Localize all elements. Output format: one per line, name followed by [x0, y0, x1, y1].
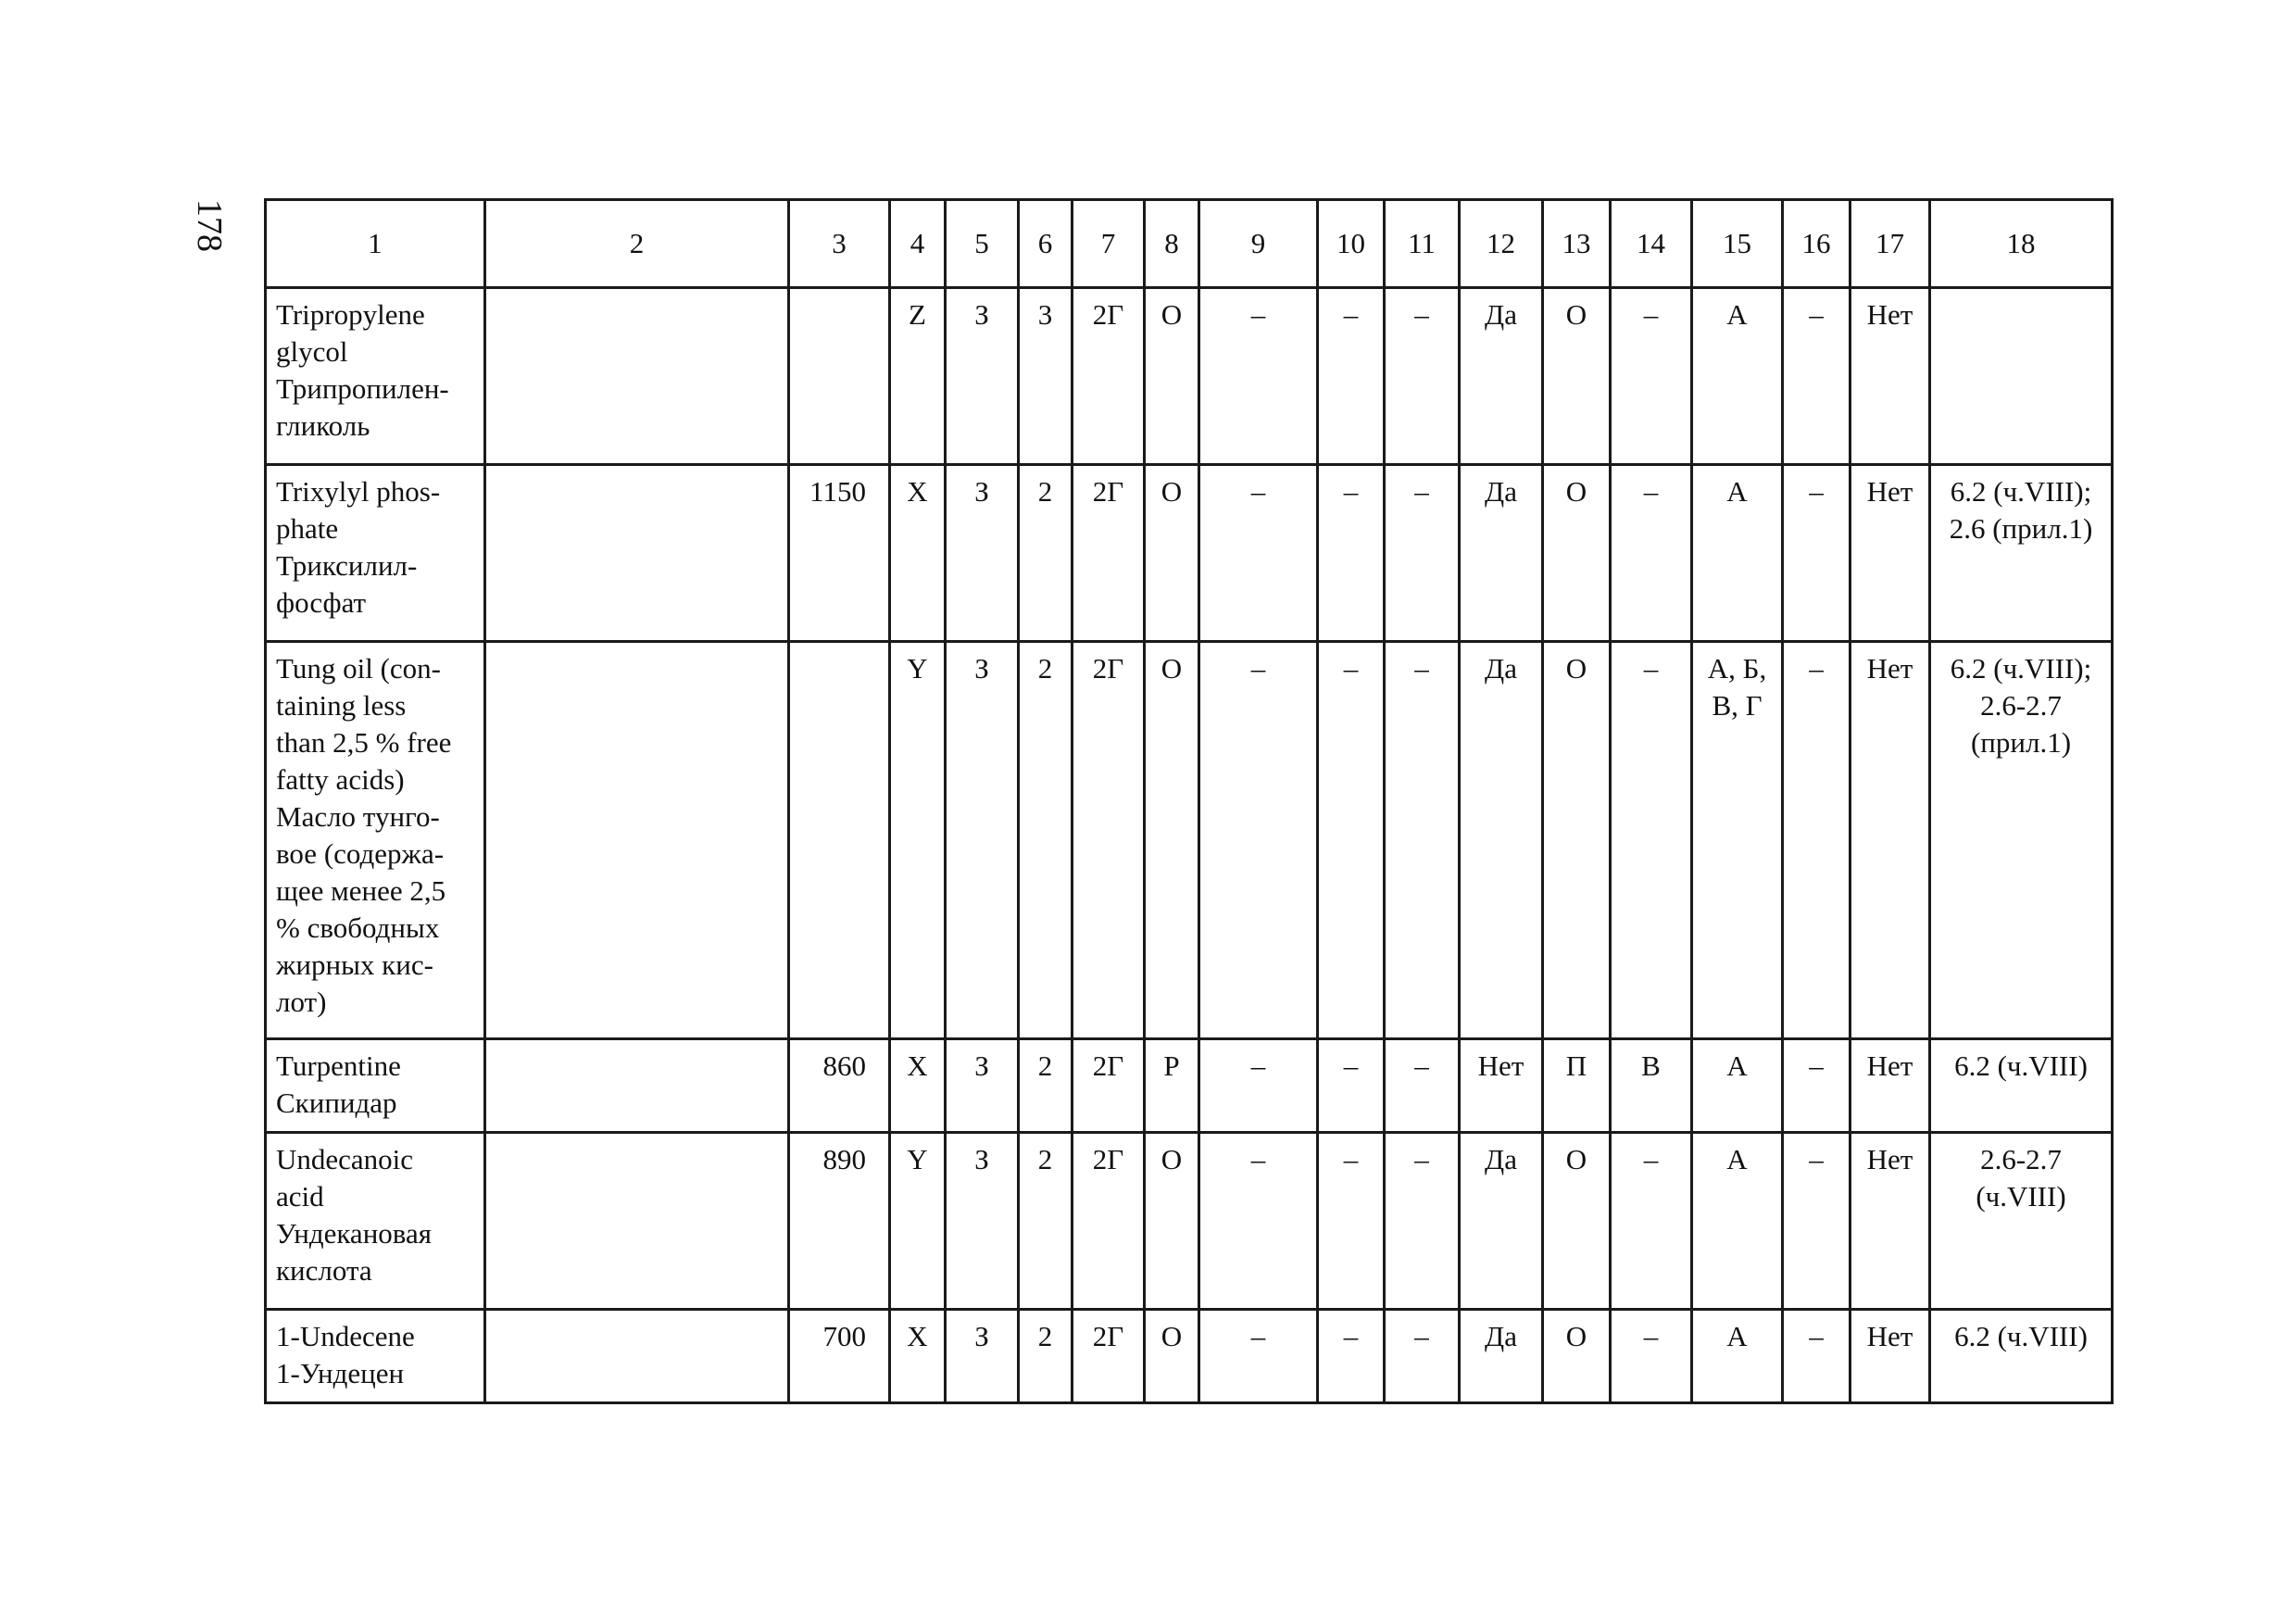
cell-col-7: 2Г [1073, 1310, 1145, 1403]
cell-col-14: – [1611, 465, 1692, 642]
product-name-line: вое (содержа- [276, 837, 445, 870]
cell-col-9: – [1199, 1039, 1318, 1133]
product-name-cell [266, 1310, 485, 1403]
product-name-line: fatty acids) [276, 763, 405, 796]
cell-col-3: 700 [789, 1310, 890, 1403]
cell-col-3: 860 [789, 1039, 890, 1133]
column-header: 16 [1783, 200, 1851, 288]
cell-col-16: – [1783, 642, 1851, 1039]
cell-col-13: О [1543, 1133, 1611, 1310]
product-name-line: 1-Ундецен [276, 1357, 405, 1389]
cell-col-17: Нет [1851, 642, 1930, 1039]
cell-col-9: – [1199, 288, 1318, 465]
cell-col-3 [789, 642, 890, 1039]
product-name-line: Скипидар [276, 1087, 397, 1119]
cell-col-6: 2 [1019, 642, 1073, 1039]
column-header: 5 [946, 200, 1019, 288]
cell-col-18-line: 2.6-2.7 [1980, 1143, 2062, 1175]
cell-col-8: О [1145, 465, 1199, 642]
cell-col-18 [1930, 1310, 2113, 1403]
product-name-line: гликоль [276, 409, 370, 442]
column-header: 9 [1199, 200, 1318, 288]
cell-col-15-line: А, Б, [1707, 652, 1767, 685]
column-header: 11 [1385, 200, 1460, 288]
cell-col-7: 2Г [1073, 1039, 1145, 1133]
cell-col-12: Да [1460, 465, 1543, 642]
product-name-cell [266, 1133, 485, 1310]
cell-col-15-line: А [1726, 298, 1748, 331]
cell-col-6: 2 [1019, 1039, 1073, 1133]
product-name-line: Undecanoic [276, 1143, 414, 1175]
cell-col-14: – [1611, 642, 1692, 1039]
cell-col-4: X [890, 1039, 946, 1133]
cell-col-15 [1692, 642, 1783, 1039]
cell-col-13: О [1543, 642, 1611, 1039]
cell-col-18 [1930, 642, 2113, 1039]
cell-col-9: – [1199, 465, 1318, 642]
column-header: 10 [1318, 200, 1385, 288]
cell-col-13: О [1543, 465, 1611, 642]
cell-col-18-line: 6.2 (ч.VIII) [1954, 1049, 2088, 1082]
column-header: 3 [789, 200, 890, 288]
cell-col-4: X [890, 465, 946, 642]
column-header: 2 [485, 200, 789, 288]
data-table [264, 198, 2114, 1404]
cell-col-7: 2Г [1073, 288, 1145, 465]
column-header: 4 [890, 200, 946, 288]
product-name-line: Tripropylene [276, 298, 425, 331]
cell-col-2 [485, 1133, 789, 1310]
cell-col-16: – [1783, 1133, 1851, 1310]
cell-col-2 [485, 288, 789, 465]
cell-col-10: – [1318, 1039, 1385, 1133]
cell-col-2 [485, 1039, 789, 1133]
product-name-line: фосфат [276, 586, 367, 619]
table-row [266, 465, 2113, 642]
cell-col-14: В [1611, 1039, 1692, 1133]
cell-col-3: 1150 [789, 465, 890, 642]
table-row [266, 1039, 2113, 1133]
product-name-line: phate [276, 512, 339, 545]
cell-col-13: П [1543, 1039, 1611, 1133]
cell-col-15-line: В, Г [1712, 689, 1763, 722]
cell-col-16: – [1783, 465, 1851, 642]
cell-col-12: Да [1460, 642, 1543, 1039]
product-name-line: % свободных [276, 911, 440, 944]
cell-col-11: – [1385, 642, 1460, 1039]
column-header: 7 [1073, 200, 1145, 288]
cell-col-16: – [1783, 1310, 1851, 1403]
cell-col-6: 2 [1019, 1133, 1073, 1310]
cell-col-10: – [1318, 642, 1385, 1039]
product-name-line: лот) [276, 986, 327, 1018]
cell-col-13: О [1543, 288, 1611, 465]
product-name-line: Триксилил- [276, 549, 418, 582]
cell-col-7: 2Г [1073, 642, 1145, 1039]
product-name-line: glycol [276, 335, 348, 368]
cell-col-15 [1692, 465, 1783, 642]
product-name-line: 1-Undecene [276, 1320, 415, 1352]
cell-col-15 [1692, 1133, 1783, 1310]
product-name-cell [266, 465, 485, 642]
cell-col-17: Нет [1851, 1133, 1930, 1310]
cell-col-3: 890 [789, 1133, 890, 1310]
product-name-cell [266, 288, 485, 465]
cell-col-13: О [1543, 1310, 1611, 1403]
cell-col-17: Нет [1851, 1039, 1930, 1133]
product-name-line: than 2,5 % free [276, 726, 452, 759]
cell-col-15-line: А [1726, 1143, 1748, 1175]
cell-col-18-line: 6.2 (ч.VIII); [1950, 652, 2092, 685]
cell-col-15 [1692, 288, 1783, 465]
cell-col-11: – [1385, 465, 1460, 642]
cell-col-10: – [1318, 1133, 1385, 1310]
cell-col-8: О [1145, 1310, 1199, 1403]
cell-col-9: – [1199, 1310, 1318, 1403]
product-name-line: Ундекановая [276, 1217, 433, 1250]
product-name-line: кислота [276, 1254, 372, 1287]
table-row [266, 1310, 2113, 1403]
cell-col-5: З [946, 642, 1019, 1039]
column-header: 14 [1611, 200, 1692, 288]
cell-col-14: – [1611, 1310, 1692, 1403]
table-row [266, 642, 2113, 1039]
column-header: 18 [1930, 200, 2113, 288]
cell-col-14: – [1611, 288, 1692, 465]
cell-col-12: Да [1460, 288, 1543, 465]
product-name-line: Трипропилен- [276, 372, 449, 405]
product-name-cell [266, 1039, 485, 1133]
product-name-line: Turpentine [276, 1049, 401, 1082]
cell-col-11: – [1385, 288, 1460, 465]
column-header: 15 [1692, 200, 1783, 288]
cell-col-12: Да [1460, 1310, 1543, 1403]
cell-col-18-line: 2.6-2.7 [1980, 689, 2062, 722]
cell-col-5: З [946, 1133, 1019, 1310]
cell-col-18 [1930, 1039, 2113, 1133]
cell-col-16: – [1783, 288, 1851, 465]
product-name-line: Tung oil (con- [276, 652, 441, 685]
cell-col-4: Z [890, 288, 946, 465]
cell-col-6: 2 [1019, 1310, 1073, 1403]
cell-col-15-line: А [1726, 475, 1748, 508]
cell-col-3 [789, 288, 890, 465]
cell-col-18-line: 2.6 (прил.1) [1949, 512, 2093, 545]
product-name-line: жирных кис- [276, 949, 433, 981]
cell-col-15 [1692, 1039, 1783, 1133]
cell-col-4: Y [890, 642, 946, 1039]
cell-col-15-line: А [1726, 1320, 1748, 1352]
cell-col-18 [1930, 288, 2113, 465]
cell-col-10: – [1318, 1310, 1385, 1403]
cell-col-7: 2Г [1073, 1133, 1145, 1310]
product-name-line: щее менее 2,5 [276, 874, 446, 907]
cell-col-18-line: (ч.VIII) [1976, 1180, 2066, 1213]
cell-col-5: З [946, 1310, 1019, 1403]
cell-col-2 [485, 642, 789, 1039]
product-name-line: acid [276, 1180, 324, 1213]
column-header: 17 [1851, 200, 1930, 288]
cell-col-18-line: 6.2 (ч.VIII) [1954, 1320, 2088, 1352]
product-name-cell [266, 642, 485, 1039]
product-name-line: Масло тунго- [276, 800, 440, 833]
cell-col-11: – [1385, 1133, 1460, 1310]
column-header: 12 [1460, 200, 1543, 288]
cell-col-8: Р [1145, 1039, 1199, 1133]
cell-col-6: 3 [1019, 288, 1073, 465]
cell-col-16: – [1783, 1039, 1851, 1133]
cell-col-18-line: (прил.1) [1970, 726, 2072, 759]
cell-col-17: Нет [1851, 465, 1930, 642]
table-row [266, 288, 2113, 465]
cell-col-4: Y [890, 1133, 946, 1310]
cell-col-17: Нет [1851, 288, 1930, 465]
cell-col-5: З [946, 1039, 1019, 1133]
cell-col-9: – [1199, 1133, 1318, 1310]
product-name-line: Trixylyl phos- [276, 475, 441, 508]
cell-col-18 [1930, 1133, 2113, 1310]
cell-col-12: Да [1460, 1133, 1543, 1310]
cell-col-2 [485, 1310, 789, 1403]
cell-col-8: О [1145, 288, 1199, 465]
cell-col-17: Нет [1851, 1310, 1930, 1403]
cell-col-8: О [1145, 642, 1199, 1039]
cell-col-15-line: А [1726, 1049, 1748, 1082]
table-row [266, 1133, 2113, 1310]
product-name-line: taining less [276, 689, 407, 722]
column-header: 13 [1543, 200, 1611, 288]
cell-col-8: О [1145, 1133, 1199, 1310]
column-header: 6 [1019, 200, 1073, 288]
cell-col-5: З [946, 465, 1019, 642]
cell-col-10: – [1318, 288, 1385, 465]
cell-col-11: – [1385, 1039, 1460, 1133]
cell-col-7: 2Г [1073, 465, 1145, 642]
cell-col-12: Нет [1460, 1039, 1543, 1133]
cell-col-4: X [890, 1310, 946, 1403]
page-number: 178 [190, 199, 229, 252]
cell-col-2 [485, 465, 789, 642]
cell-col-5: З [946, 288, 1019, 465]
cell-col-15 [1692, 1310, 1783, 1403]
cell-col-10: – [1318, 465, 1385, 642]
cell-col-14: – [1611, 1133, 1692, 1310]
cell-col-18 [1930, 465, 2113, 642]
cell-col-9: – [1199, 642, 1318, 1039]
cell-col-6: 2 [1019, 465, 1073, 642]
header-row [266, 200, 2113, 288]
cell-col-18-line: 6.2 (ч.VIII); [1950, 475, 2092, 508]
cell-col-11: – [1385, 1310, 1460, 1403]
column-header: 1 [266, 200, 485, 288]
column-header: 8 [1145, 200, 1199, 288]
